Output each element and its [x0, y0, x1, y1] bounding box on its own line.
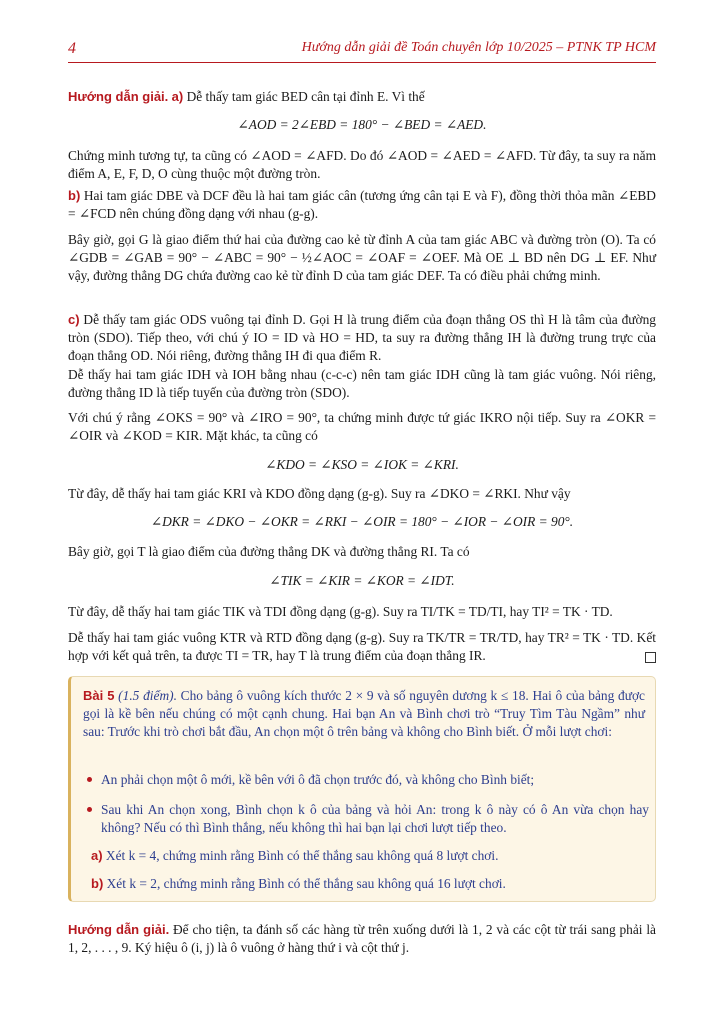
sol4-c-p7	[68, 629, 656, 665]
equation-2: ∠KDO = ∠KSO = ∠IOK = ∠KRI.	[265, 457, 459, 472]
problem-5-part-b	[91, 875, 647, 893]
part-a-text: Xét k = 4, chứng minh rằng Bình có thể thắng sau không quá 8 lượt chơi.	[105, 848, 499, 863]
sol4-c-p7-text: Dễ thấy hai tam giác vuông KTR và RTD đồng dạng (g-g). Suy ra TK/TR = TR/TD, hay TR² = TK · TD. Kết hợp với kết quả trên, ta được TI = TR, hay T là trung điểm của đoạn thẳng IR.	[68, 630, 656, 663]
equation-4: ∠TIK = ∠KIR = ∠KOR = ∠IDT.	[269, 573, 455, 588]
part-b-text: Xét k = 2, chứng minh rằng Bình có thể thắng sau không quá 16 lượt chơi.	[106, 876, 506, 891]
sol4-b-p2-text: Bây giờ, gọi G là giao điểm thứ hai của đường cao kẻ từ đỉnh A của tam giác ABC và đường tròn (O). Ta có ∠GDB = ∠GAB = 90° − ∠ABC = 90° − ½∠AOC = ∠OAF = ∠OEF. Mà OE ⊥ BD nên DG ⊥ EF. Như vậy, đường thẳng DG chứa đường cao kẻ từ đỉnh D của tam giác DEF. Ta có điều phải chứng minh.	[68, 232, 656, 283]
problem-5-label: Bài 5	[83, 688, 115, 703]
sol4-c-p5	[68, 543, 656, 561]
equation-3: ∠DKR = ∠DKO − ∠OKR = ∠RKI − ∠OIR = 180° − ∠IOR − ∠OIR = 90°.	[150, 514, 574, 529]
bullet-text: An phải chọn một ô mới, kề bên với ô đã chọn trước đó, và không cho Bình biết;	[101, 772, 535, 787]
sol4-a-text: Dễ thấy tam giác BED cân tại đỉnh E. Vì thế	[186, 89, 425, 104]
solution-label: Hướng dẫn giải.	[68, 89, 169, 104]
problem-5-intro	[83, 687, 645, 741]
bullet-item	[101, 801, 649, 837]
bullet-item	[101, 771, 649, 789]
sol4-c-p1	[68, 311, 656, 365]
sol4-a-p2-text: Chứng minh tương tự, ta cũng có ∠AOD = ∠AFD. Do đó ∠AOD = ∠AED = ∠AFD. Từ đây, ta suy ra năm điểm A, E, F, D, O cùng thuộc một đường tròn.	[68, 148, 656, 181]
header-rule	[68, 62, 656, 63]
running-title: Hướng dẫn giải đề Toán chuyên lớp 10/2025 – PTNK TP HCM	[301, 40, 656, 55]
part-b-label: b)	[68, 188, 81, 203]
problem-5-points: (1.5 điểm).	[118, 688, 177, 703]
sol4-c-p2	[68, 366, 656, 402]
part-c-label: c)	[68, 312, 80, 327]
part-b-label: b)	[91, 876, 104, 891]
equation-1: ∠AOD = 2∠EBD = 180° − ∠BED = ∠AED.	[237, 117, 487, 132]
sol5	[68, 921, 656, 957]
bullet-text: Sau khi An chọn xong, Bình chọn k ô của bảng và hỏi An: trong k ô này có ô An vừa chọn hay không? Nếu có thì Bình thắng, nếu không thì hai bạn lại chơi lượt tiếp theo.	[101, 802, 649, 835]
sol4-c-p3	[68, 409, 656, 445]
sol4-b-p1-text: Hai tam giác DBE và DCF đều là hai tam giác cân (tương ứng cân tại E và F), đồng thời thỏa mãn ∠EBD = ∠FCD nên chúng đồng dạng với nhau (g-g).	[68, 188, 656, 221]
part-a-label: a)	[171, 89, 184, 104]
sol4-c-p4	[68, 485, 656, 503]
solution-label: Hướng dẫn giải.	[68, 922, 170, 937]
page-number: 4	[68, 40, 76, 57]
sol4-b-p2	[68, 231, 656, 285]
sol4-c-p5-text: Bây giờ, gọi T là giao điểm của đường thẳng DK và đường thẳng RI. Ta có	[68, 544, 470, 559]
sol4-c-p6	[68, 603, 656, 621]
sol4-a-intro	[68, 88, 656, 106]
sol4-c-p1-text: Dễ thấy tam giác ODS vuông tại đỉnh D. Gọi H là trung điểm của đoạn thẳng OS thì H là tâm của đường tròn (SDO). Tiếp theo, với chú ý IO = ID và HO = HD, ta suy ra đường thẳng IH là đường trung trực của đoạn thẳng OD. Nói riêng, đường thẳng IH đi qua điểm R.	[68, 312, 656, 363]
sol4-b-p1	[68, 187, 656, 223]
sol4-c-p6-text: Từ đây, dễ thấy hai tam giác TIK và TDI đồng dạng (g-g). Suy ra TI/TK = TD/TI, hay TI² = TK · TD.	[68, 604, 613, 619]
page-header	[68, 40, 656, 62]
sol4-c-p2-text: Dễ thấy hai tam giác IDH và IOH bằng nhau (c-c-c) nên tam giác IDH cũng là tam giác vuông. Nói riêng, đường thẳng ID là tiếp tuyến của đường tròn (SDO).	[68, 367, 656, 400]
problem-5-intro-text: Cho bảng ô vuông kích thước 2 × 9 và số nguyên dương k ≤ 18. Hai ô của bảng được gọi là kề bên nếu chúng có một cạnh chung. Hai bạn An và Bình chơi trò “Truy Tìm Tàu Ngầm” như sau: Trước khi trò chơi bắt đầu, An chọn một ô trên bảng và không cho Bình biết. Ở mỗi lượt chơi:	[83, 688, 645, 739]
bullet-dot	[87, 777, 92, 782]
sol5-text: Để cho tiện, ta đánh số các hàng từ trên xuống dưới là 1, 2 và các cột từ trái sang phải là 1, 2, . . . , 9. Ký hiệu ô (i, j) là ô vuông ở hàng thứ i và cột thứ j.	[68, 922, 656, 955]
bullet-dot	[87, 807, 92, 812]
problem-5-box	[68, 676, 656, 902]
sol4-c-p4-text: Từ đây, dễ thấy hai tam giác KRI và KDO đồng dạng (g-g). Suy ra ∠DKO = ∠RKI. Như vậy	[68, 486, 571, 501]
problem-5-part-a	[91, 847, 647, 865]
sol4-c-p3-text: Với chú ý rằng ∠OKS = 90° và ∠IRO = 90°, ta chứng minh được tứ giác IKRO nội tiếp. Suy ra ∠OKR = ∠OIR và ∠KOD = KIR. Mặt khác, ta cũng có	[68, 410, 656, 443]
part-a-label: a)	[91, 848, 103, 863]
sol4-a-p2	[68, 147, 656, 183]
qed-symbol	[645, 652, 656, 663]
